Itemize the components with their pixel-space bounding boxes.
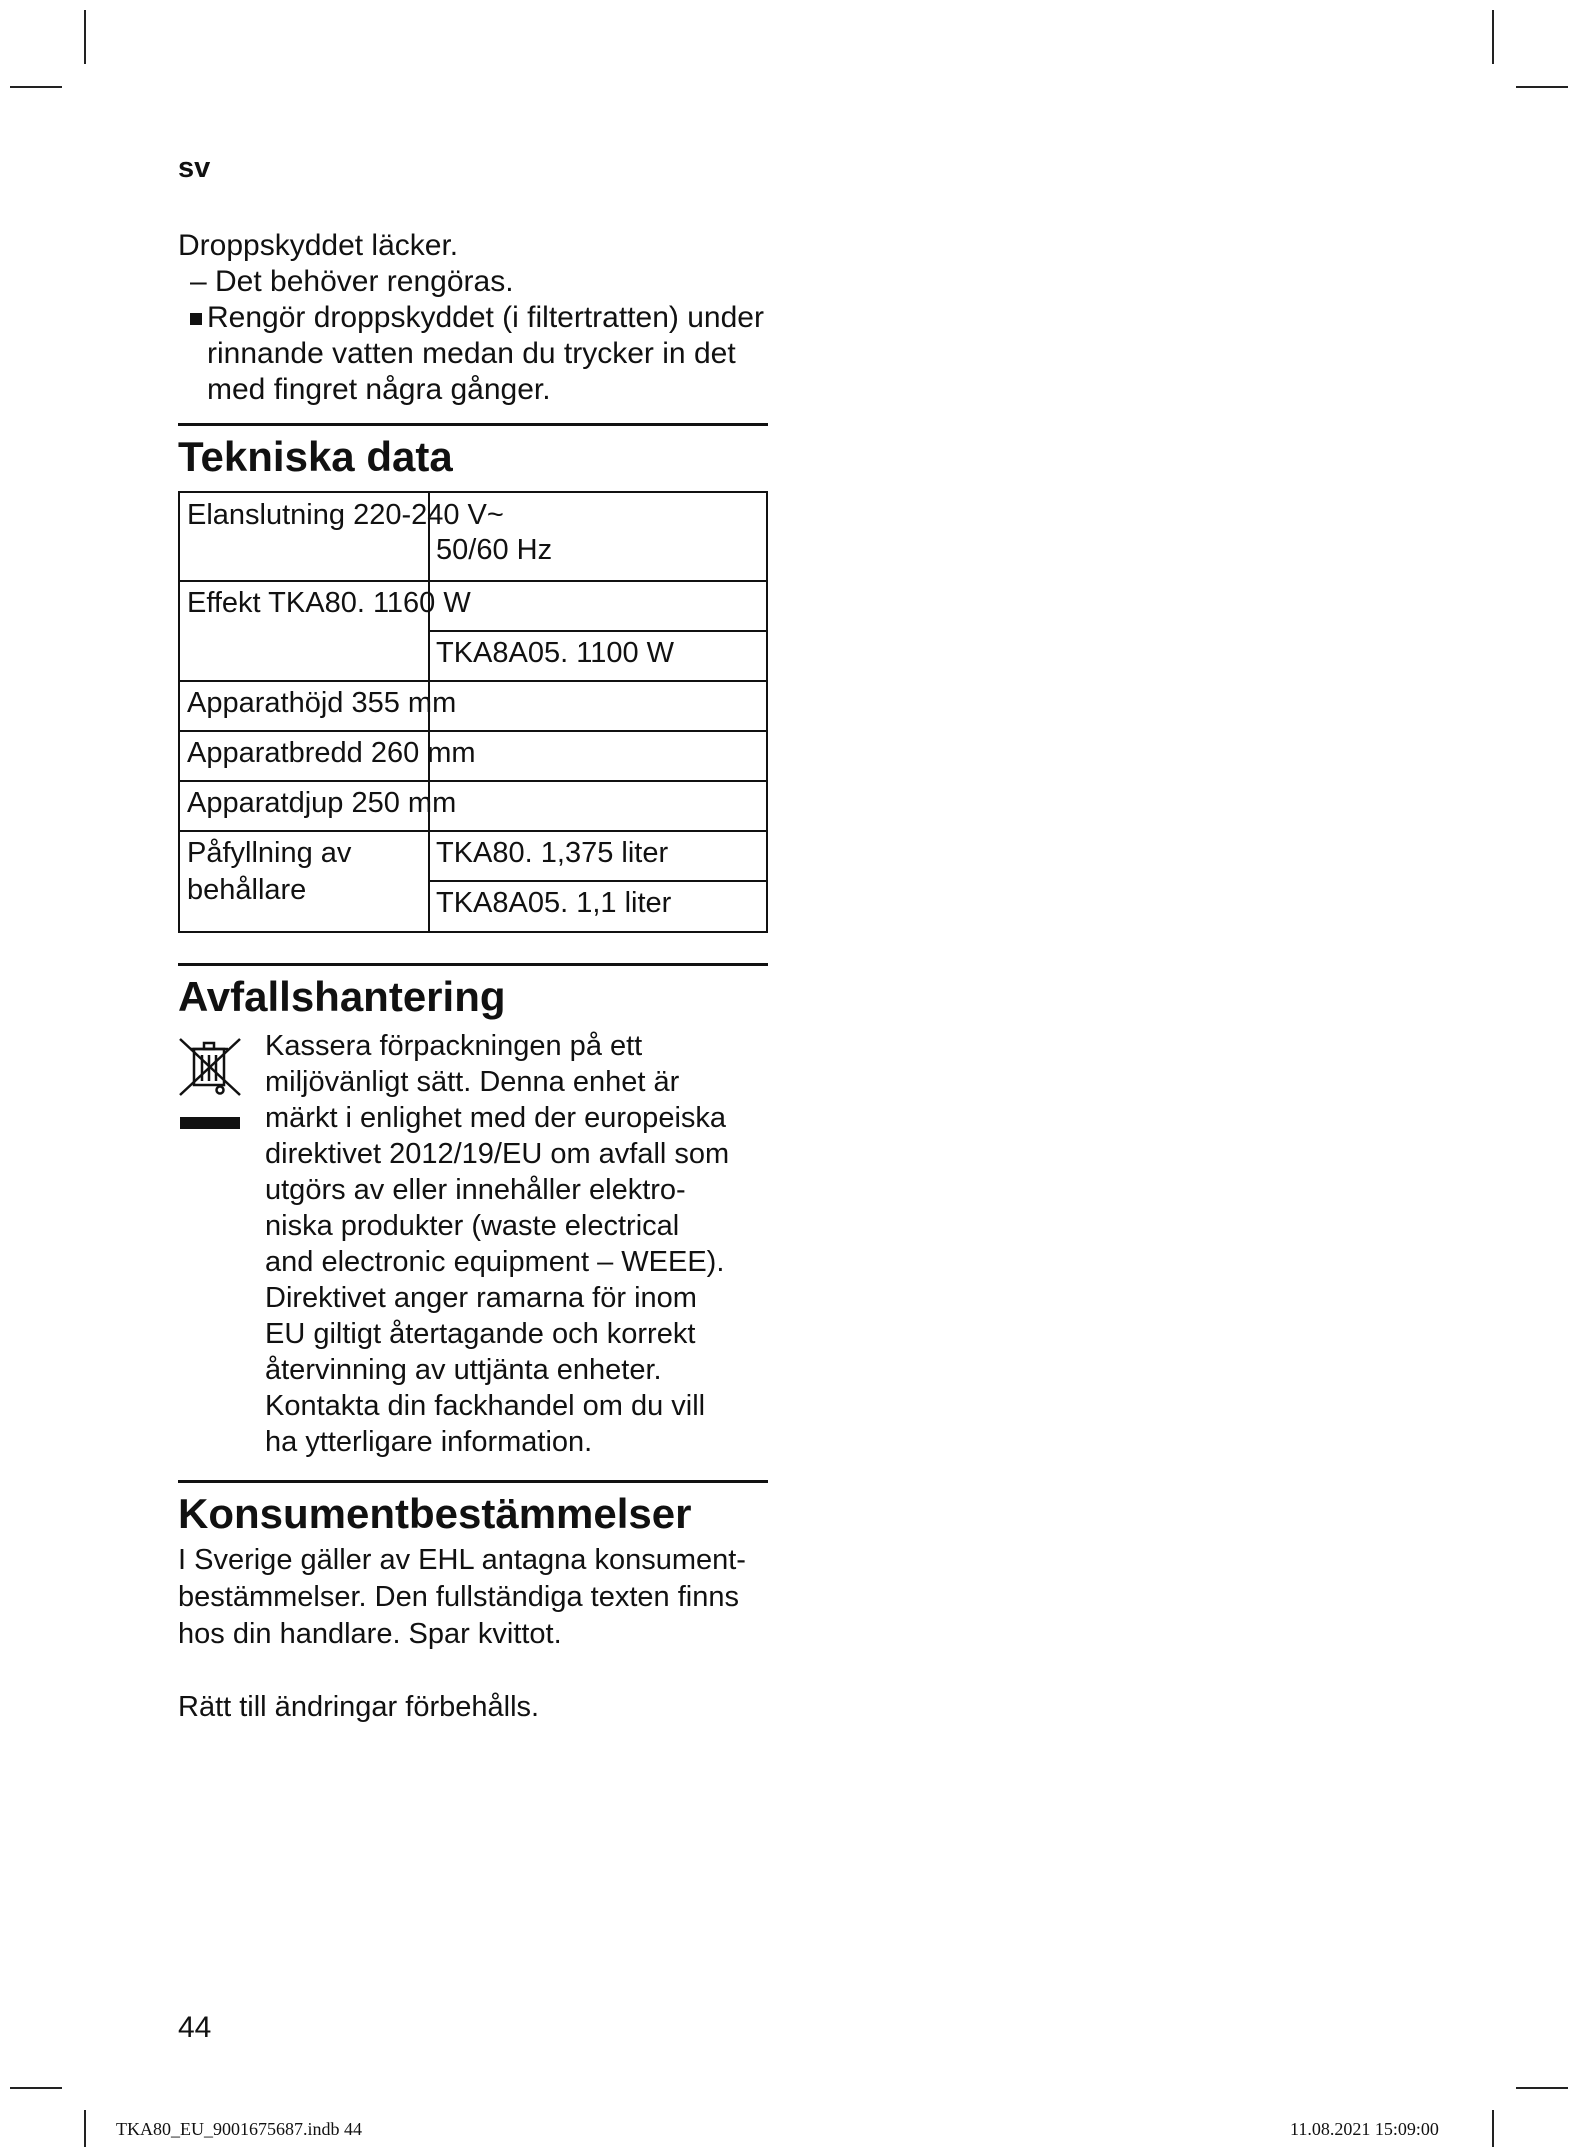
waste-heading: Avfallshantering [178,973,506,1020]
remedy-line: med fingret några gånger. [207,373,551,406]
crop-mark [84,2110,86,2147]
cell-value: 260 mm [370,737,476,769]
cell-value: TKA8A05. 1,1 liter [436,887,672,919]
table-row [187,786,456,821]
paragraph-line: återvinning av uttjänta enheter. [265,1354,662,1386]
cell-value: 50/60 Hz [436,534,553,566]
paragraph-line: niska produkter (waste electrical [265,1210,680,1242]
cell-value: TKA80. 1160 W [268,587,471,619]
consumer-paragraph [178,1542,798,1653]
cell-value: TKA8A05. 1100 W [436,637,675,669]
row-divider [180,680,766,682]
cell-value: 220-240 V~ [353,499,504,531]
footer-file-info: TKA80_EU_9001675687.indb 44 [116,2119,362,2139]
consumer-heading: Konsumentbestämmelser [178,1490,692,1537]
crop-mark [10,86,62,88]
paragraph-line: utgörs av eller innehåller elektro- [265,1174,686,1206]
row-divider [428,630,766,632]
change-notice: Rätt till ändringar förbehålls. [178,1691,540,1723]
footer-datetime: 11.08.2021 15:09:00 [1290,2119,1439,2139]
cell-value: 250 mm [351,787,457,819]
crop-mark [1492,10,1494,64]
cell-label: Apparathöjd [187,687,344,719]
tech-data-heading: Tekniska data [178,433,453,480]
paragraph-line: Direktivet anger ramarna för inom [265,1282,697,1314]
paragraph-line: Kontakta din fackhandel om du vill [265,1390,706,1422]
table-row [187,498,504,533]
row-divider [180,780,766,782]
paragraph-line: EU giltigt återtagande och korrekt [265,1318,696,1350]
remedy-line: Rengör droppskyddet (i filtertratten) under [207,301,764,334]
paragraph-line: ha ytterligare information. [265,1426,593,1458]
cause-text: – Det behöver rengöras. [190,265,514,298]
row-divider [428,880,766,882]
weee-crossed-bin-icon [178,1035,242,1150]
crop-mark [1492,2110,1494,2147]
square-bullet-icon [190,313,202,325]
language-code: sv [178,152,211,184]
tech-data-table [178,491,768,933]
table-row [187,686,456,721]
section-divider [178,963,768,966]
table-row [187,736,476,771]
section-divider [178,423,768,426]
table-row [187,586,471,621]
crop-mark [1516,86,1568,88]
crop-mark [1516,2087,1568,2089]
crop-mark [84,10,86,64]
paragraph-line: hos din handlare. Spar kvittot. [178,1618,562,1650]
cell-value: 355 mm [351,687,457,719]
row-divider [180,830,766,832]
row-divider [180,580,766,582]
remedy-line: rinnande vatten medan du trycker in det [207,337,736,370]
paragraph-line: märkt i enlighet med der europeiska [265,1102,727,1134]
paragraph-line: I Sverige gäller av EHL antagna konsument- [178,1544,746,1576]
paragraph-line: Kassera förpackningen på ett [265,1030,643,1062]
waste-paragraph [265,1028,785,1460]
row-divider [180,730,766,732]
paragraph-line: direktivet 2012/19/EU om avfall som [265,1138,730,1170]
remedy-step [178,300,818,408]
cell-label: behållare [187,874,307,906]
cell-label: Effekt [187,587,261,619]
paragraph-line: and electronic equipment – WEEE). [265,1246,725,1278]
page-number: 44 [178,2011,212,2044]
cell-value: TKA80. 1,375 liter [436,837,669,869]
cell-label: Apparatbredd [187,737,363,769]
paragraph-line: bestämmelser. Den fullständiga texten finns [178,1581,739,1613]
problem-text: Droppskyddet läcker. [178,229,459,262]
cell-label: Elanslutning [187,499,345,531]
crop-mark [10,2087,62,2089]
cell-label: Apparatdjup [187,787,344,819]
troubleshooting-entry [178,228,818,408]
paragraph-line: miljövänligt sätt. Denna enhet är [265,1066,680,1098]
cell-label: Påfyllning av [187,837,352,869]
section-divider [178,1480,768,1483]
